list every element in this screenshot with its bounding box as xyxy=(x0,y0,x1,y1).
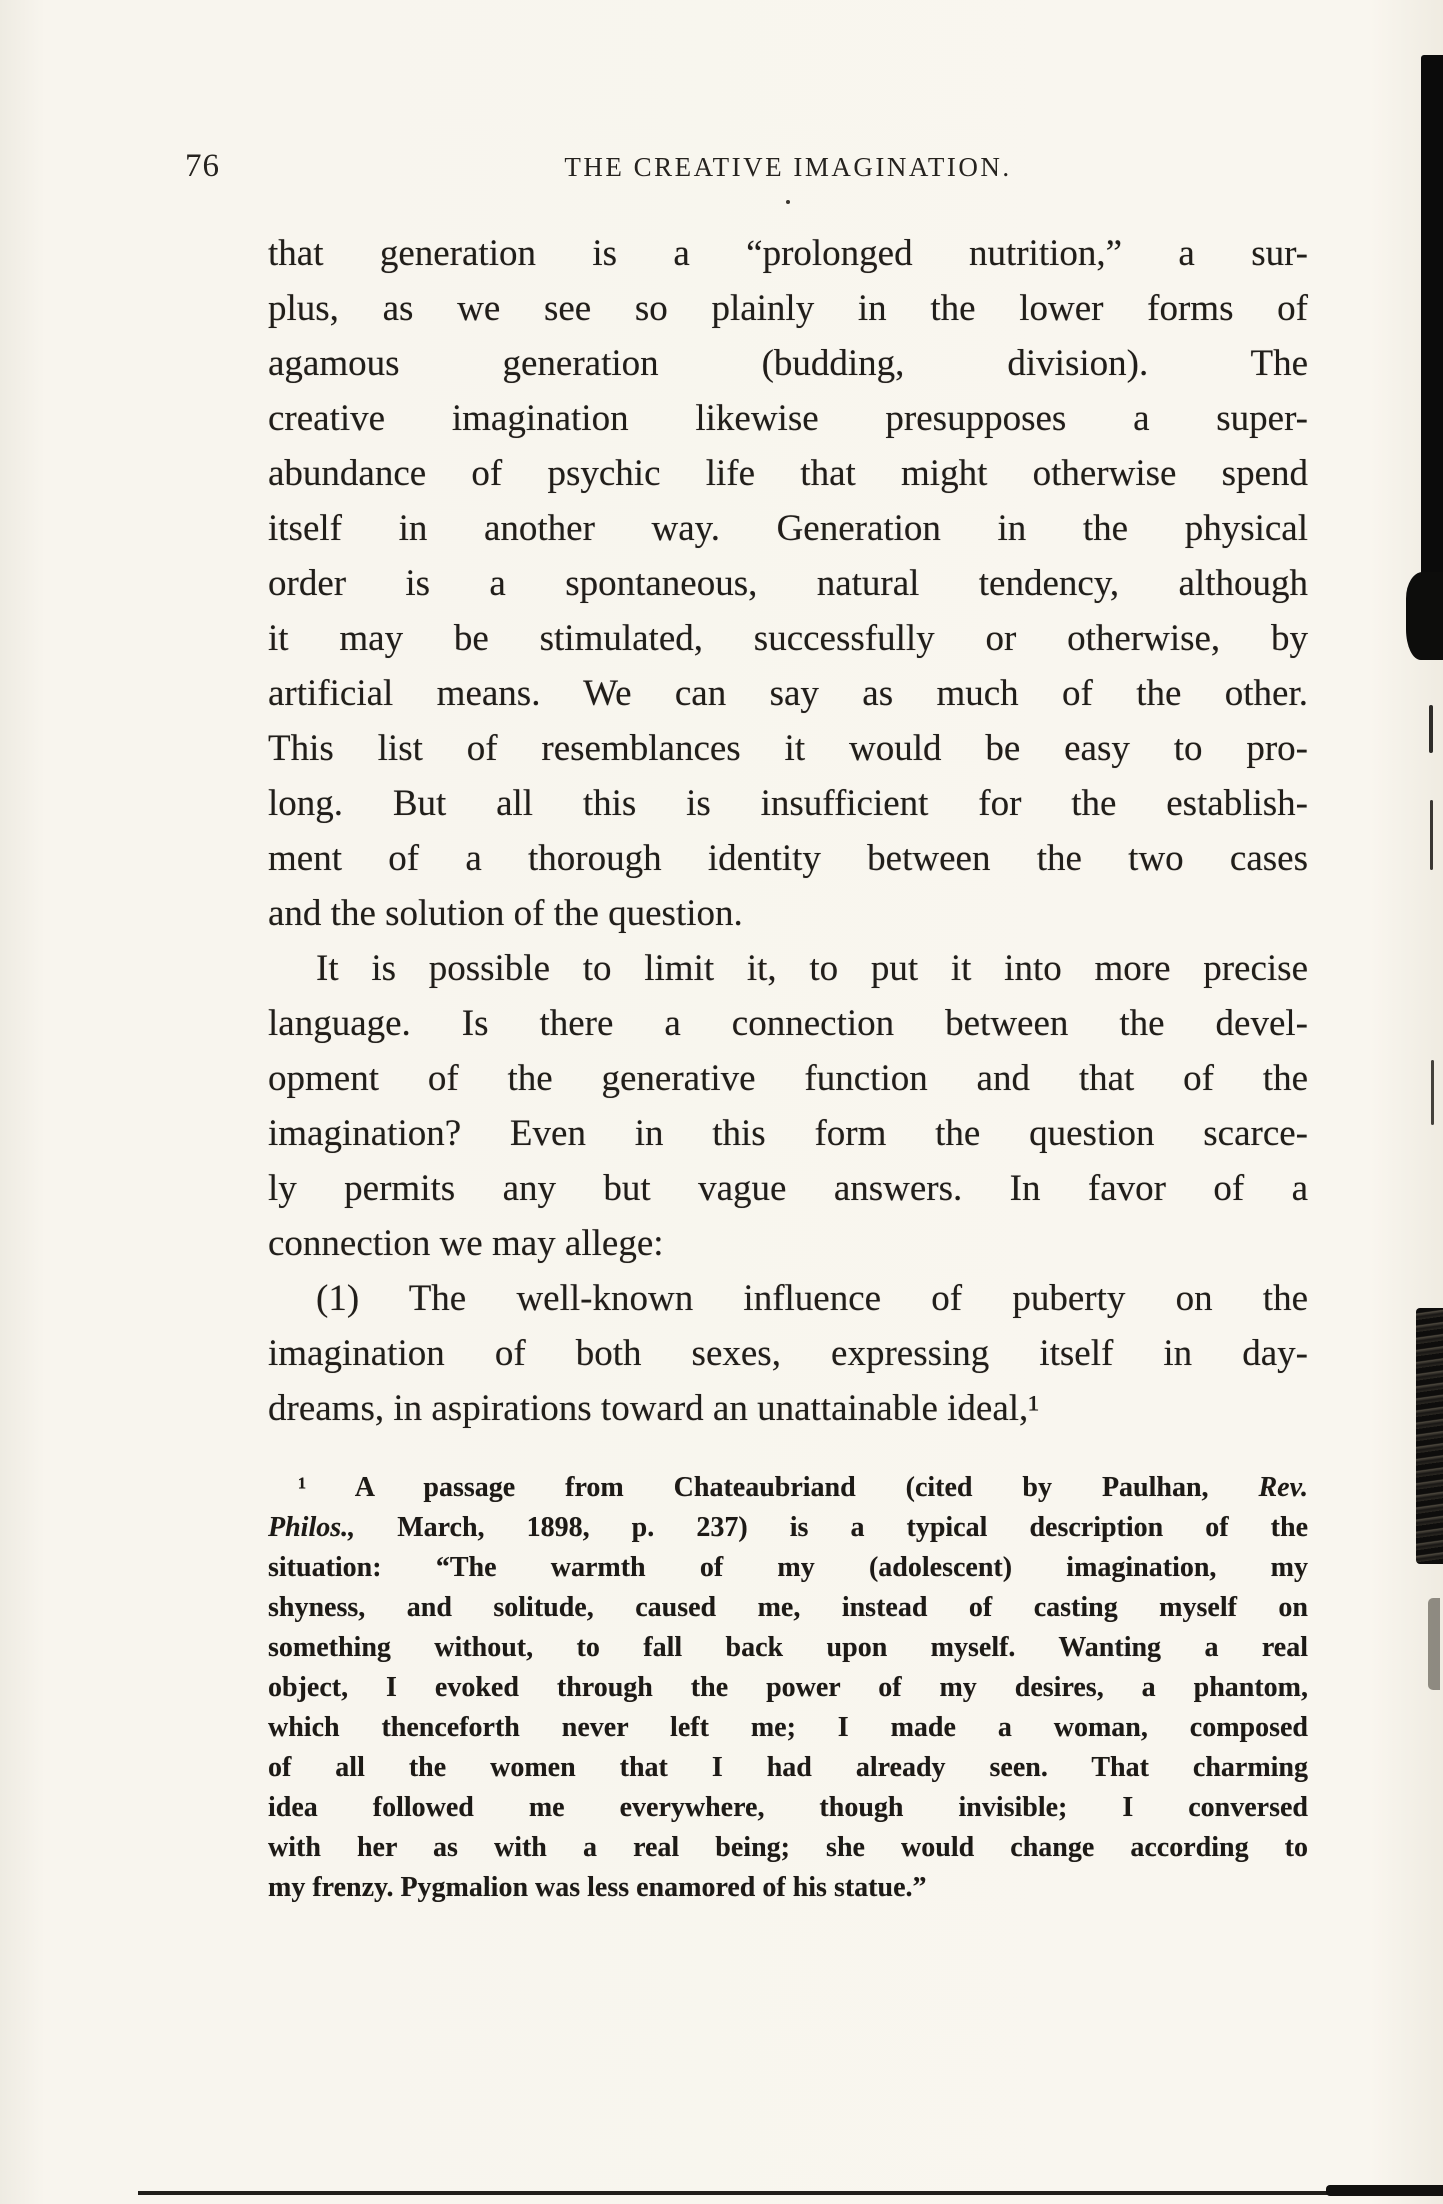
body-text xyxy=(268,226,1308,1436)
scan-edge-mark xyxy=(1431,1060,1434,1125)
text-line: idea followed me everywhere, though invisible; I conversed xyxy=(268,1792,1308,1823)
text-line: language. Is there a connection between the devel- xyxy=(268,1003,1308,1044)
text-line: It is possible to limit it, to put it into more precise xyxy=(316,948,1308,989)
text-line: it may be stimulated, successfully or otherwise, by xyxy=(268,618,1308,659)
text-line: itself in another way. Generation in the physical xyxy=(268,508,1308,549)
text-line: plus, as we see so plainly in the lower forms of xyxy=(268,288,1308,329)
scan-binding-blob xyxy=(1406,572,1443,660)
scan-binding-band-middle xyxy=(1416,1308,1443,1564)
text-line: This list of resemblances it would be easy to pro- xyxy=(268,728,1308,769)
text-line: dreams, in aspirations toward an unattainable ideal,¹ xyxy=(268,1388,1040,1429)
text-line: which thenceforth never left me; I made a woman, composed xyxy=(268,1712,1308,1743)
scan-bottom-corner-mark xyxy=(1326,2185,1443,2196)
text-line: creative imagination likewise presupposes a super- xyxy=(268,398,1308,439)
text-line: Philos., March, 1898, p. 237) is a typical description of the xyxy=(268,1512,1308,1543)
running-header-title: THE CREATIVE IMAGINATION. xyxy=(564,152,1012,182)
page-number: 76 xyxy=(185,148,220,184)
text-line: ly permits any but vague answers. In favor of a xyxy=(268,1168,1308,1209)
text-line: shyness, and solitude, caused me, instead of casting myself on xyxy=(268,1592,1308,1623)
text-line: connection we may allege: xyxy=(268,1223,664,1264)
text-line: imagination? Even in this form the question scarce- xyxy=(268,1113,1308,1154)
text-line: object, I evoked through the power of my desires, a phantom, xyxy=(268,1672,1308,1703)
text-line: of all the women that I had already seen. That charming xyxy=(268,1752,1308,1783)
scan-edge-mark xyxy=(1430,800,1433,870)
text-line: opment of the generative function and that of the xyxy=(268,1058,1308,1099)
text-line: agamous generation (budding, division). The xyxy=(268,343,1308,384)
scan-binding-band-top xyxy=(1421,55,1443,600)
scan-bottom-edge-line xyxy=(138,2191,1443,2195)
header-ornament-dot xyxy=(786,200,790,204)
text-line: and the solution of the question. xyxy=(268,893,743,934)
text-line: (1) The well-known influence of puberty on the xyxy=(316,1278,1308,1319)
footnote xyxy=(268,1468,1308,1908)
text-line: something without, to fall back upon myself. Wanting a real xyxy=(268,1632,1308,1663)
scan-edge-streak xyxy=(1428,1598,1440,1690)
text-line: imagination of both sexes, expressing itself in day- xyxy=(268,1333,1308,1374)
text-line: situation: “The warmth of my (adolescent) imagination, my xyxy=(268,1552,1308,1583)
scan-edge-mark xyxy=(1429,705,1433,753)
text-line: abundance of psychic life that might otherwise spend xyxy=(268,453,1308,494)
text-line: my frenzy. Pygmalion was less enamored of his statue.” xyxy=(268,1872,927,1903)
text-line: ¹ A passage from Chateaubriand (cited by Paulhan, Rev. xyxy=(298,1472,1308,1503)
text-line: that generation is a “prolonged nutrition,” a sur- xyxy=(268,233,1308,274)
text-line: artificial means. We can say as much of the other. xyxy=(268,673,1308,714)
text-line: ment of a thorough identity between the two cases xyxy=(268,838,1308,879)
text-line: order is a spontaneous, natural tendency, although xyxy=(268,563,1308,604)
text-line: with her as with a real being; she would change according to xyxy=(268,1832,1308,1863)
text-line: long. But all this is insufficient for the establish- xyxy=(268,783,1308,824)
